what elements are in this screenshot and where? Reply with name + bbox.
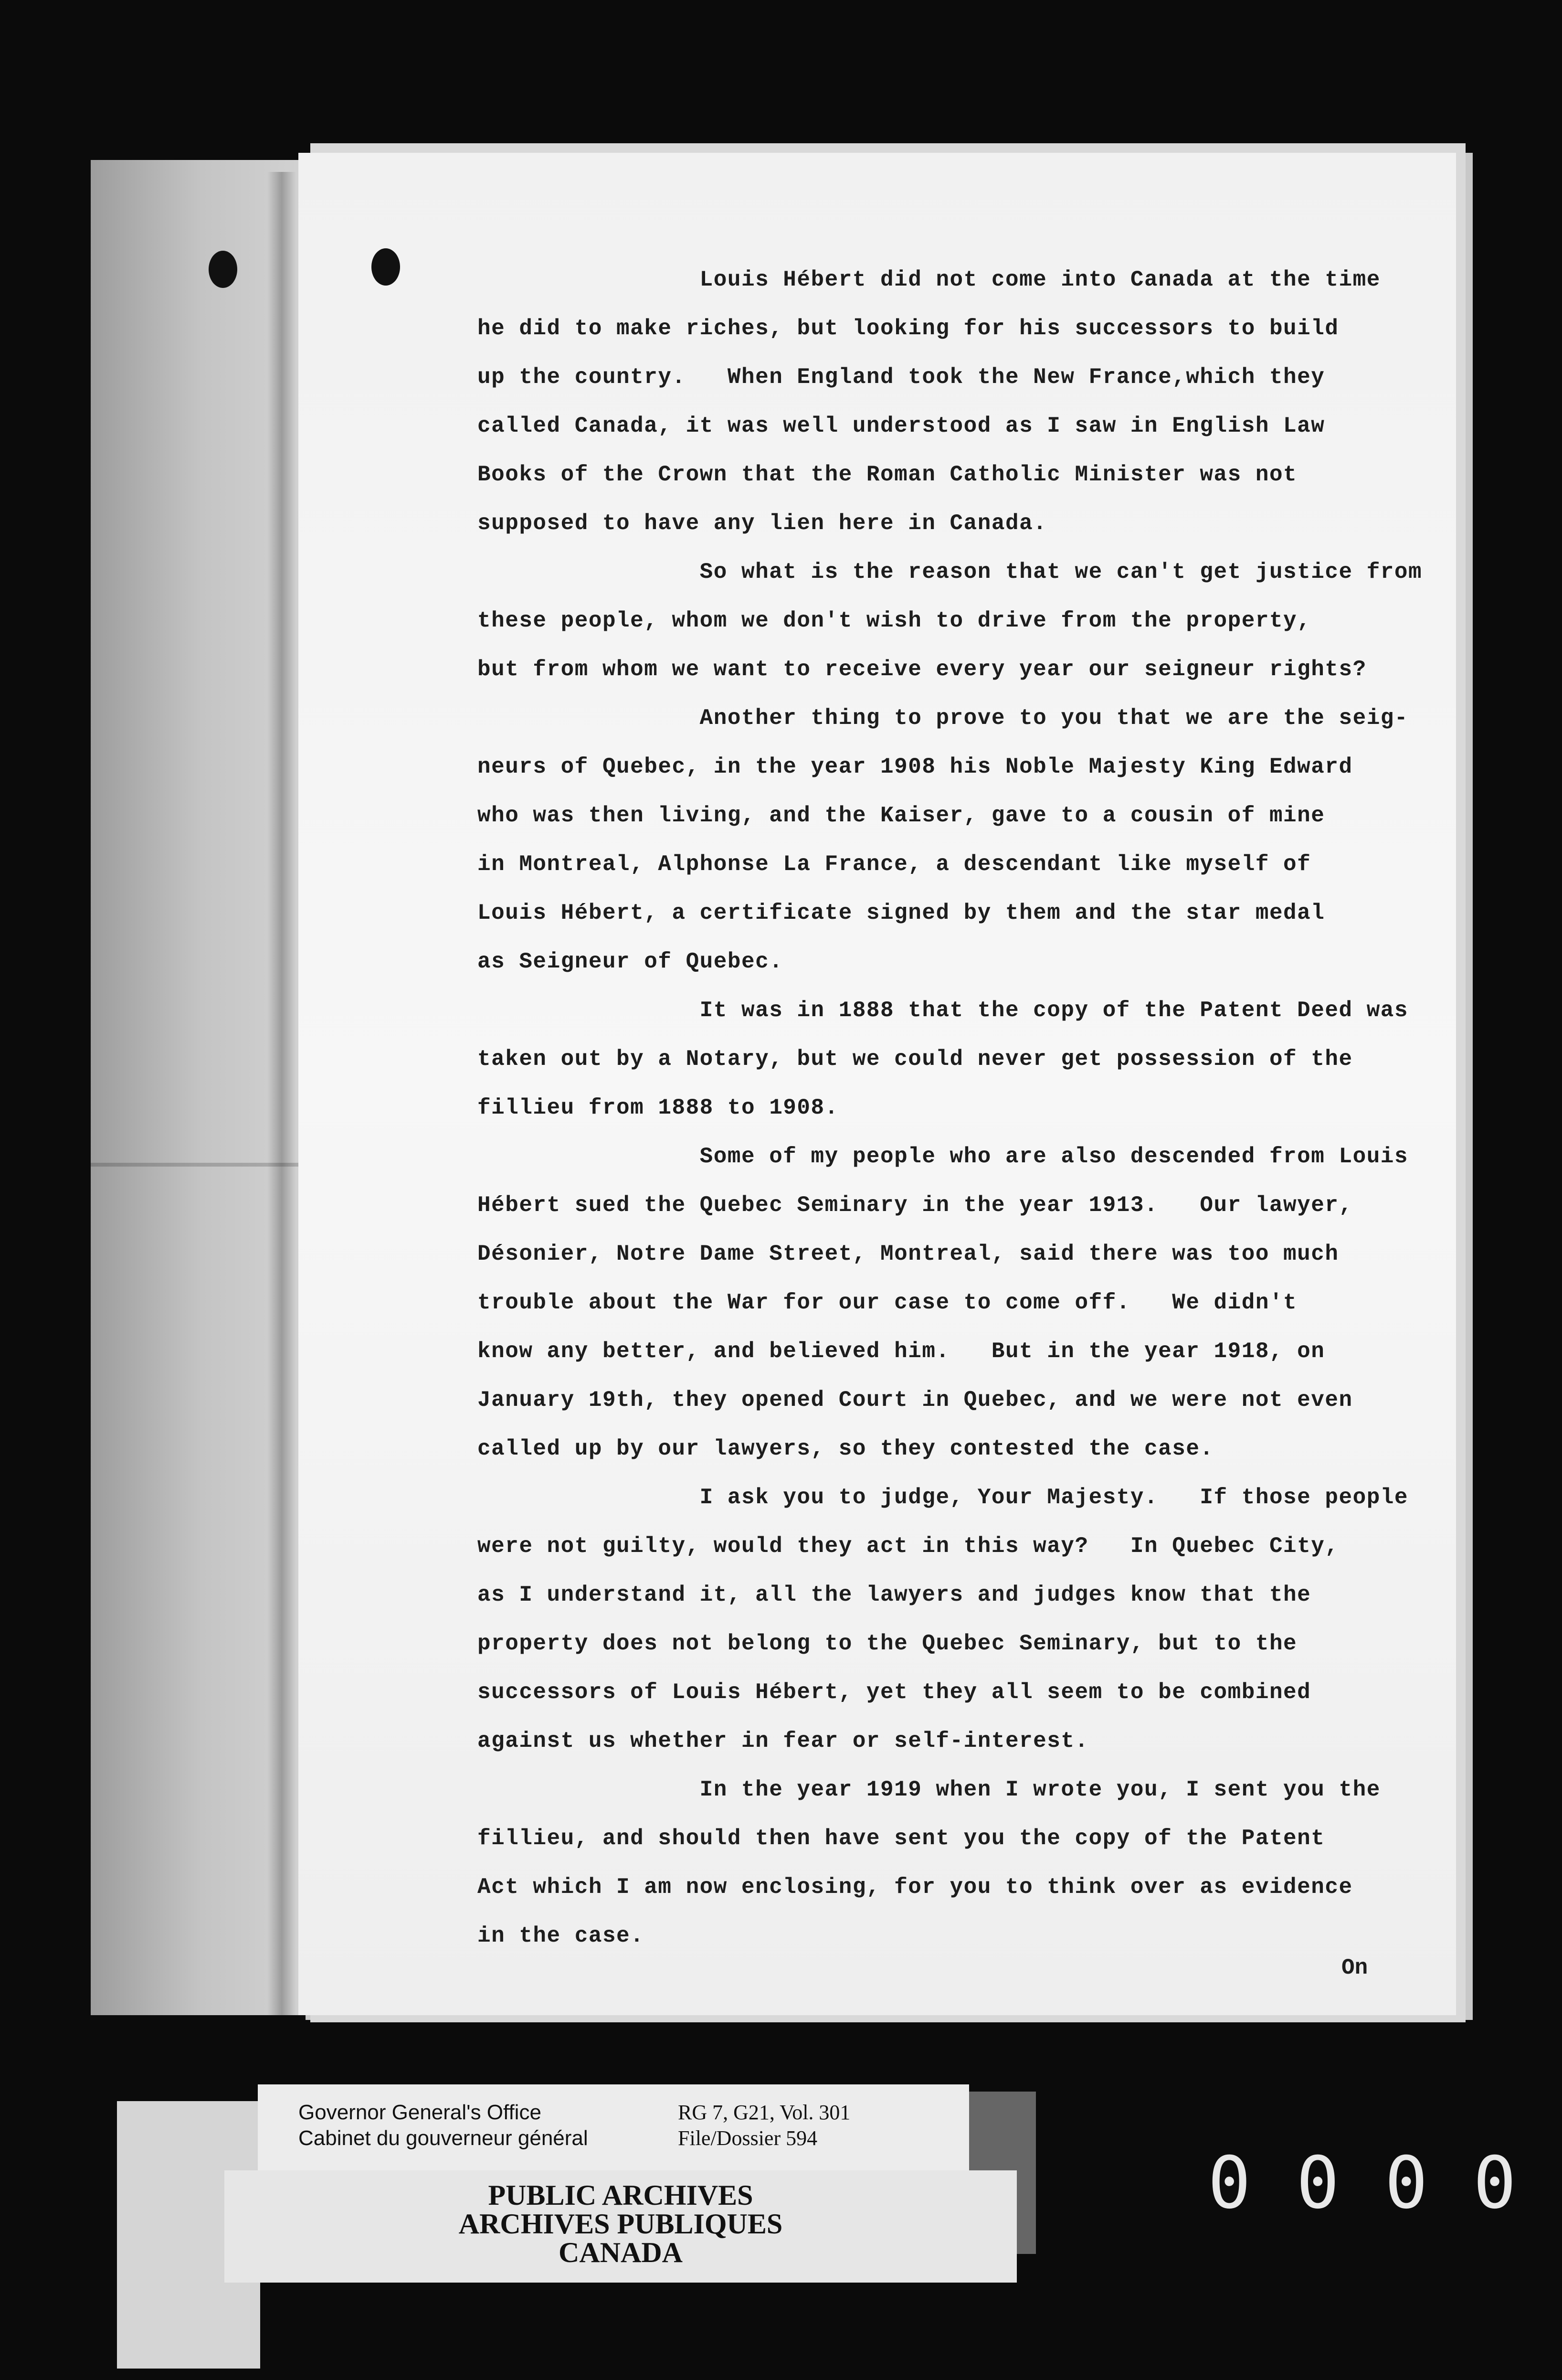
archives-stamp [224,2170,1017,2283]
catchword: On [1341,1955,1368,1980]
archives-french: ARCHIVES PUBLIQUES [458,2208,783,2240]
paragraph: In the year 1919 when I wrote you, I sent you the fillieu, and should then have sent you the copy of the Patent Act which I am now enclosing, for you to think over as evidence in the case. [477,1777,1381,1948]
archives-name [224,2181,1017,2267]
microfilm-frame-number: 0000 [1208,2142,1562,2225]
paragraph: Another thing to prove to you that we are the seig- neurs of Quebec, in the year 1908 his Noble Majesty King Edward who was then living, and the Kaiser, gave to a cousin of mine in Montreal, Alphonse La France, a descendant like myself of Louis Hébert, a certificate signed by them and the star medal as Seigneur of Quebec. [477,706,1409,974]
fold-crease [267,172,296,2015]
archives-english: PUBLIC ARCHIVES [488,2179,753,2211]
paragraph: Some of my people who are also descended from Louis Hébert sued the Quebec Seminary in the year 1913. Our lawyer, Désonier, Notre Dame Street, Montreal, said there was too much trouble about the War for our case to come off. We didn't know any better, and believed him. But in the year 1918, on January 19th, they opened Court in Quebec, and we were not even called up by our lawyers, so they contested the case. [477,1144,1409,1461]
archive-reference-label [258,2084,969,2170]
paragraph: I ask you to judge, Your Majesty. If those people were not guilty, would they act in this way? In Quebec City, as I understand it, all the lawyers and judges know that the property does not belong to the Quebec Seminary, but to the successors of Louis Hébert, yet they all seem to be combined against us whether in fear or self-interest. [477,1485,1409,1753]
paragraph: It was in 1888 that the copy of the Patent Deed was taken out by a Notary, but we could never get possession of the fillieu from 1888 to 1908. [477,998,1409,1120]
office-french: Cabinet du gouverneur général [298,2126,588,2150]
reference-numbers [678,2100,850,2151]
paragraph: Louis Hébert did not come into Canada at the time he did to make riches, but looking for his successors to build up the country. When England took the New France,which they called Canada, it was well understood as I saw in English Law Books of the Crown that the Roman Catholic Minister was not supposed to have any lien here in Canada. [477,267,1381,536]
punch-hole-right [371,248,400,286]
office-english: Governor General's Office [298,2101,541,2124]
paragraph: So what is the reason that we can't get justice from these people, whom we don't wish to drive from the property, but from whom we want to receive every year our seigneur rights? [477,560,1423,682]
file-number: File/Dossier 594 [678,2126,818,2150]
letter-body [477,255,1456,1960]
punch-hole-left [209,251,237,288]
archives-country: CANADA [559,2237,683,2268]
record-group: RG 7, G21, Vol. 301 [678,2101,851,2124]
office-names [298,2100,588,2151]
